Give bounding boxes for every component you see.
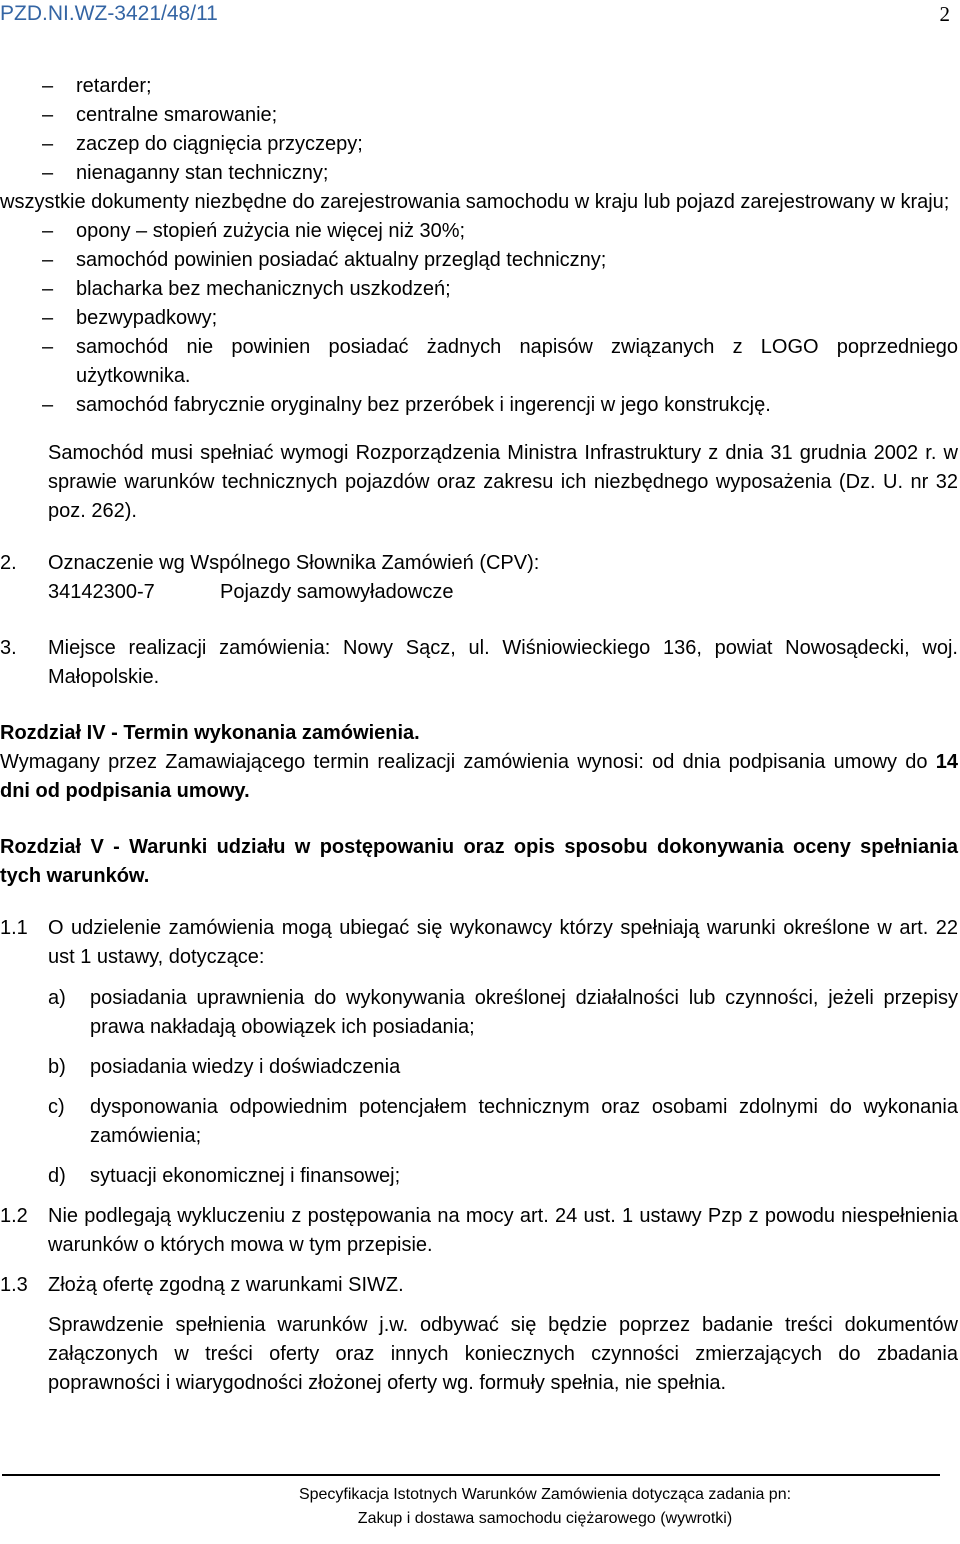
dash-bullet: –	[42, 336, 54, 358]
footer-divider	[2, 1474, 940, 1476]
chapter-4-text: Wymagany przez Zamawiającego termin realizacji zamówienia wynosi: od dnia podpisania umowy do 14 dni od podpisania umowy.	[0, 751, 958, 802]
location-section	[0, 634, 958, 692]
dash-bullet: –	[42, 307, 54, 329]
sub-item-d: d) sytuacji ekonomicznej i finansowej;	[0, 1162, 958, 1191]
page-header	[0, 2, 950, 28]
chapter-5-heading: Rozdział V - Warunki udziału w postępowaniu oraz opis sposobu dokonywania oceny spełniania tych warunków.	[0, 836, 958, 887]
item-number: 1.1	[0, 917, 28, 939]
dash-bullet: –	[42, 249, 54, 271]
page-number: 2	[939, 2, 950, 26]
list-item: – samochód fabrycznie oryginalny bez przeróbek i ingerencji w jego konstrukcję.	[0, 391, 958, 420]
section-number: 3.	[0, 637, 17, 659]
list-item: – opony – stopień zużycia nie więcej niż 30%;	[0, 217, 958, 246]
list-item: – centralne smarowanie;	[0, 101, 958, 130]
sub-item-b: b) posiadania wiedzy i doświadczenia	[0, 1053, 958, 1082]
cpv-code: 34142300-7	[48, 581, 155, 603]
item-number: 1.3	[0, 1274, 28, 1296]
sub-item-letter: b)	[48, 1056, 66, 1078]
sub-item-letter: a)	[48, 987, 66, 1009]
chapter-4-heading: Rozdział IV - Termin wykonania zamówienia.	[0, 722, 420, 744]
dash-bullet: –	[42, 104, 54, 126]
sub-item-c: c) dysponowania odpowiednim potencjałem technicznym oraz osobami zdolnymi do wykonania zamówienia;	[0, 1093, 958, 1151]
regulation-paragraph: Samochód musi spełniać wymogi Rozporządzenia Ministra Infrastruktury z dnia 31 grudnia 2002 r. w sprawie warunków technicznych pojazdów oraz zakresu ich niezbędnego wyposażenia (Dz. U. nr 32 poz. 262).	[48, 442, 958, 522]
cpv-label: Oznaczenie wg Wspólnego Słownika Zamówień (CPV):	[48, 552, 540, 574]
verification-paragraph: Sprawdzenie spełnienia warunków j.w. odbywać się będzie poprzez badanie treści dokumentów załączonych w treści oferty oraz innych koniecznych czynności zmierzających do zbadania poprawności i wiarygodności złożonej oferty wg. formuły spełnia, nie spełnia.	[48, 1314, 958, 1394]
cpv-entry	[48, 578, 958, 607]
list-item: – nienaganny stan techniczny;	[0, 159, 958, 188]
dash-bullet: –	[42, 220, 54, 242]
sub-item-a: a) posiadania uprawnienia do wykonywania określonej działalności lub czynności, jeżeli przepisy prawa nakładają obowiązek ich posiadania;	[0, 984, 958, 1042]
document-body	[0, 72, 958, 1398]
section-number: 2.	[0, 552, 17, 574]
footer-line-1: Specyfikacja Istotnych Warunków Zamówienia dotycząca zadania pn:	[298, 1486, 792, 1503]
dash-bullet: –	[42, 133, 54, 155]
cpv-section	[0, 549, 958, 607]
document-reference: PZD.NI.WZ-3421/48/11	[0, 2, 218, 25]
dash-bullet: –	[42, 162, 54, 184]
list-item: wszystkie dokumenty niezbędne do zarejestrowania samochodu w kraju lub pojazd zarejestrowany w kraju;	[0, 191, 950, 213]
list-item: – bezwypadkowy;	[0, 304, 958, 333]
item-number: 1.2	[0, 1205, 28, 1227]
requirements-list	[0, 72, 958, 420]
dash-bullet: –	[42, 278, 54, 300]
list-item: – zaczep do ciągnięcia przyczepy;	[0, 130, 958, 159]
item-1-2: 1.2 Nie podlegają wykluczeniu z postępowania na mocy art. 24 ust. 1 ustawy Pzp z powodu niespełnienia warunków o których mowa w tym przepisie.	[0, 1202, 958, 1260]
list-item: – samochód powinien posiadać aktualny przegląd techniczny;	[0, 246, 958, 275]
dash-bullet: –	[42, 394, 54, 416]
list-item: – retarder;	[0, 72, 958, 101]
dash-bullet: –	[42, 75, 54, 97]
sub-item-letter: d)	[48, 1165, 66, 1187]
list-item: – blacharka bez mechanicznych uszkodzeń;	[0, 275, 958, 304]
deadline-emphasis: 14 dni od podpisania umowy.	[0, 751, 958, 802]
page-footer	[0, 1483, 960, 1531]
item-1-3: 1.3 Złożą ofertę zgodną z warunkami SIWZ.	[0, 1271, 958, 1300]
sub-item-letter: c)	[48, 1096, 65, 1118]
item-1-1: 1.1 O udzielenie zamówienia mogą ubiegać się wykonawcy którzy spełniają warunki określone w art. 22 ust 1 ustawy, dotyczące:	[0, 914, 958, 972]
footer-line-2: Zakup i dostawa samochodu ciężarowego (wywrotki)	[357, 1510, 733, 1527]
location-text: Miejsce realizacji zamówienia: Nowy Sącz, ul. Wiśniowieckiego 136, powiat Nowosądecki, woj. Małopolskie.	[48, 637, 958, 688]
cpv-name: Pojazdy samowyładowcze	[220, 581, 454, 603]
list-item: – samochód nie powinien posiadać żadnych napisów związanych z LOGO poprzedniego użytkownika.	[0, 333, 958, 391]
